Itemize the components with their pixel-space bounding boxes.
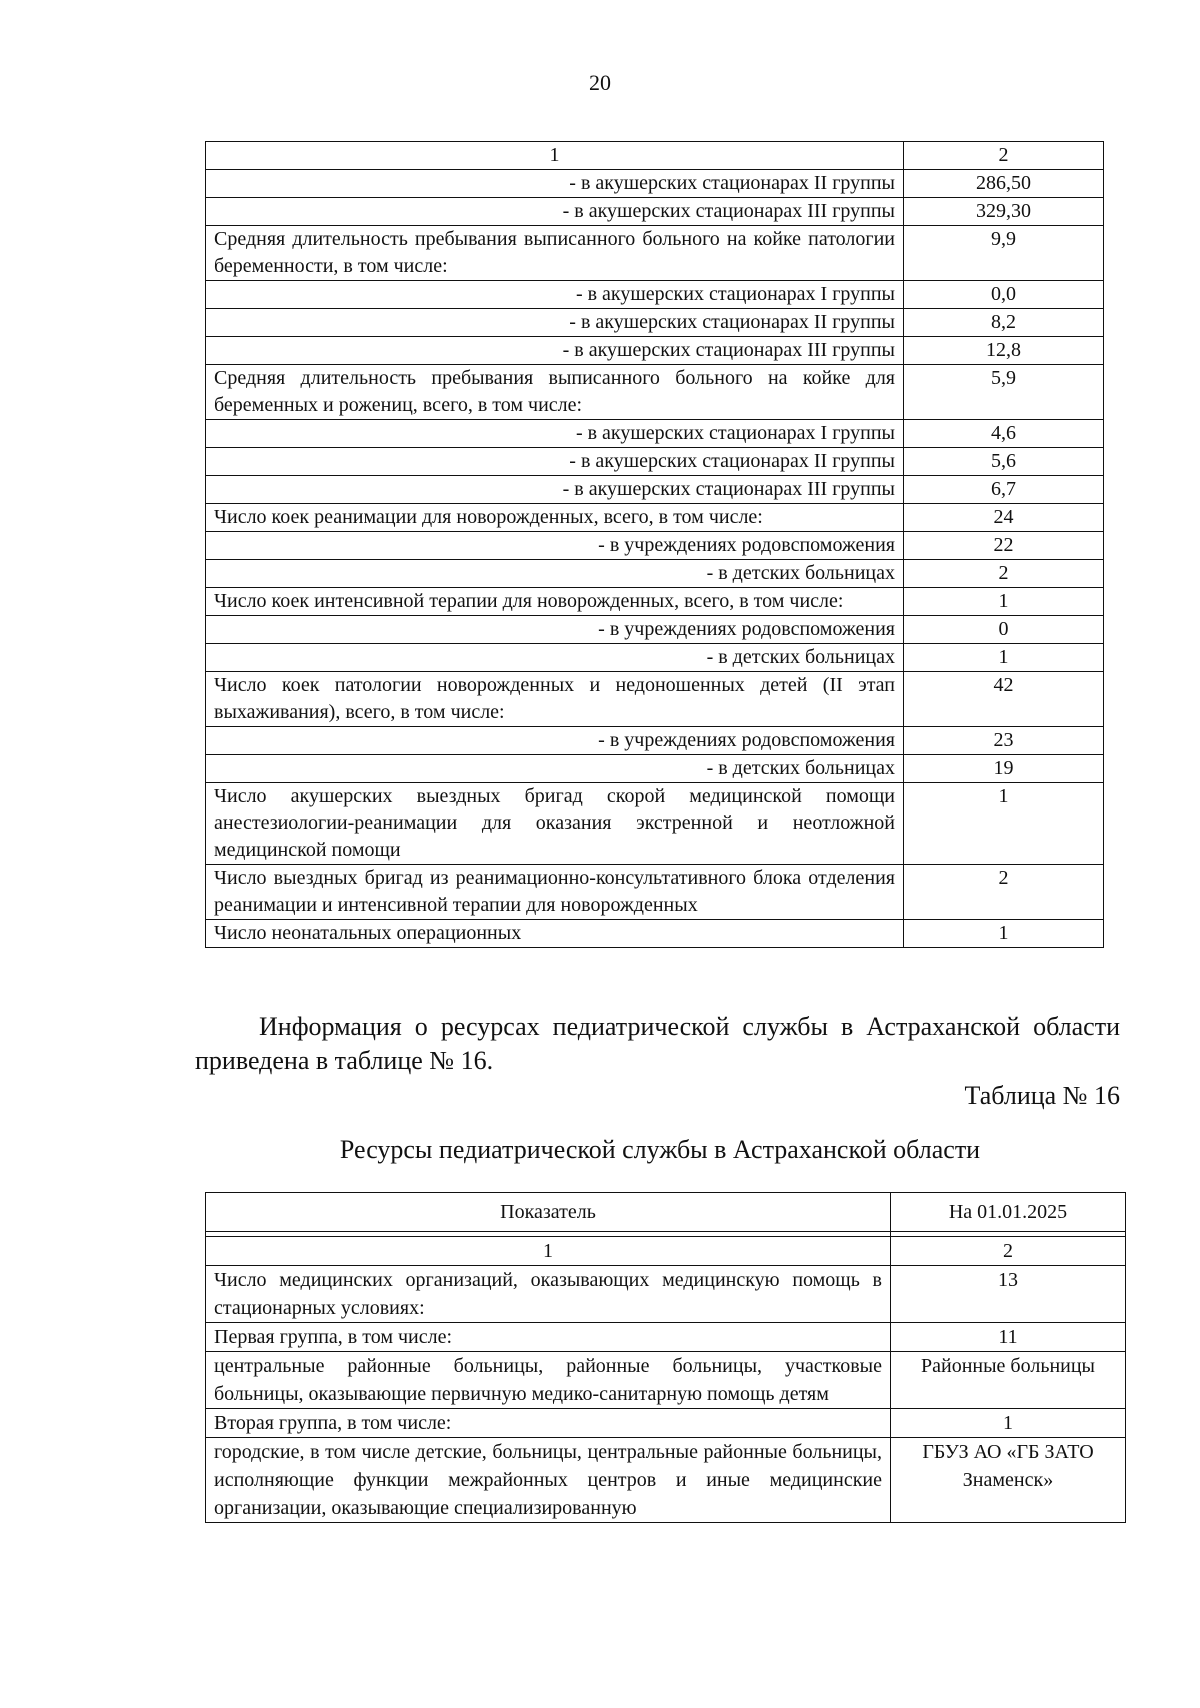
row-label: Число коек патологии новорожденных и недоношенных детей (II этап выхаживания), всего, в том числе: [206, 672, 904, 727]
row-label: Число коек интенсивной терапии для новорожденных, всего, в том числе: [206, 588, 904, 616]
row-label: центральные районные больницы, районные больницы, участковые больницы, оказывающие первичную медико-санитарную помощь детям [206, 1352, 891, 1409]
row-value: 5,9 [904, 365, 1104, 420]
table-row [206, 476, 1104, 504]
table-row [206, 309, 1104, 337]
table-row [206, 420, 1104, 448]
table-row [206, 281, 1104, 309]
column-number-2: 2 [904, 142, 1104, 170]
row-label: - в акушерских стационарах III группы [206, 337, 904, 365]
table-row [206, 1352, 1126, 1409]
row-value: 329,30 [904, 198, 1104, 226]
row-value: 12,8 [904, 337, 1104, 365]
row-label: - в учреждениях родовспоможения [206, 727, 904, 755]
row-label: Средняя длительность пребывания выписанного больного на койке патологии беременности, в том числе: [206, 226, 904, 281]
row-value: 1 [891, 1409, 1126, 1438]
row-value: 6,7 [904, 476, 1104, 504]
table-header-row [206, 142, 1104, 170]
row-value: 1 [904, 920, 1104, 948]
row-label: Число неонатальных операционных [206, 920, 904, 948]
table-row [206, 1323, 1126, 1352]
row-label: - в акушерских стационарах I группы [206, 281, 904, 309]
row-value: 0 [904, 616, 1104, 644]
page-number: 20 [589, 70, 611, 95]
row-value: 22 [904, 532, 1104, 560]
row-value: 1 [904, 644, 1104, 672]
table-row [206, 616, 1104, 644]
table-row [206, 198, 1104, 226]
row-value: 23 [904, 727, 1104, 755]
table-row [206, 672, 1104, 727]
row-label: - в учреждениях родовспоможения [206, 532, 904, 560]
table-row [206, 865, 1104, 920]
table-row [206, 448, 1104, 476]
row-value: 19 [904, 755, 1104, 783]
table-row [206, 504, 1104, 532]
table-row [206, 755, 1104, 783]
table-row [206, 1266, 1126, 1323]
table-row [206, 1438, 1126, 1523]
table-row [206, 170, 1104, 198]
table-caption: Таблица № 16 [964, 1081, 1120, 1110]
row-value: 13 [891, 1266, 1126, 1323]
column-header-date: На 01.01.2025 [891, 1193, 1126, 1232]
table-number-row [206, 1237, 1126, 1266]
obstetric-resources-table [205, 141, 1104, 948]
row-label: Первая группа, в том числе: [206, 1323, 891, 1352]
table-row [206, 727, 1104, 755]
table-row [206, 1409, 1126, 1438]
row-value: 8,2 [904, 309, 1104, 337]
row-label: городские, в том числе детские, больницы, центральные районные больницы, исполняющие функции межрайонных центров и иные медицинские организации, оказывающие специализированную [206, 1438, 891, 1523]
row-label: - в детских больницах [206, 644, 904, 672]
row-value: 2 [904, 865, 1104, 920]
row-value: 9,9 [904, 226, 1104, 281]
row-label: - в акушерских стационарах I группы [206, 420, 904, 448]
row-label: - в акушерских стационарах II группы [206, 170, 904, 198]
row-label: - в акушерских стационарах II группы [206, 309, 904, 337]
row-value: 1 [904, 588, 1104, 616]
row-label: - в детских больницах [206, 560, 904, 588]
row-value: 4,6 [904, 420, 1104, 448]
row-value: 2 [904, 560, 1104, 588]
table-row [206, 226, 1104, 281]
row-value: ГБУЗ АО «ГБ ЗАТО Знаменск» [891, 1438, 1126, 1523]
table-row [206, 532, 1104, 560]
row-value: 286,50 [904, 170, 1104, 198]
table-column-headers [206, 1193, 1126, 1232]
table-row [206, 560, 1104, 588]
pediatric-resources-table [205, 1192, 1126, 1523]
row-value: 42 [904, 672, 1104, 727]
table-title: Ресурсы педиатрической службы в Астраханской области [339, 1135, 981, 1164]
row-value: 5,6 [904, 448, 1104, 476]
row-value: 11 [891, 1323, 1126, 1352]
table-row [206, 783, 1104, 865]
row-value: 24 [904, 504, 1104, 532]
row-label: - в акушерских стационарах II группы [206, 448, 904, 476]
row-label: Число коек реанимации для новорожденных, всего, в том числе: [206, 504, 904, 532]
row-label: - в акушерских стационарах III группы [206, 476, 904, 504]
row-value: Районные больницы [891, 1352, 1126, 1409]
row-label: Число акушерских выездных бригад скорой медицинской помощи анестезиологии-реанимации для оказания экстренной и неотложной медицинской помощи [206, 783, 904, 865]
row-label: - в учреждениях родовспоможения [206, 616, 904, 644]
row-label: Вторая группа, в том числе: [206, 1409, 891, 1438]
column-number-1: 1 [206, 142, 904, 170]
column-number-2: 2 [891, 1237, 1126, 1266]
row-label: Средняя длительность пребывания выписанного больного на койке для беременных и рожениц, всего, в том числе: [206, 365, 904, 420]
row-label: - в акушерских стационарах III группы [206, 198, 904, 226]
row-label: Число выездных бригад из реанимационно-консультативного блока отделения реанимации и интенсивной терапии для новорожденных [206, 865, 904, 920]
info-paragraph: Информация о ресурсах педиатрической службы в Астраханской области приведена в таблице № 16. [195, 1012, 1120, 1075]
table-row [206, 365, 1104, 420]
table-row [206, 588, 1104, 616]
table-row [206, 920, 1104, 948]
row-label: Число медицинских организаций, оказывающих медицинскую помощь в стационарных условиях: [206, 1266, 891, 1323]
column-header-indicator: Показатель [206, 1193, 891, 1232]
table-row [206, 644, 1104, 672]
row-value: 1 [904, 783, 1104, 865]
column-number-1: 1 [206, 1237, 891, 1266]
row-label: - в детских больницах [206, 755, 904, 783]
row-value: 0,0 [904, 281, 1104, 309]
table-row [206, 337, 1104, 365]
